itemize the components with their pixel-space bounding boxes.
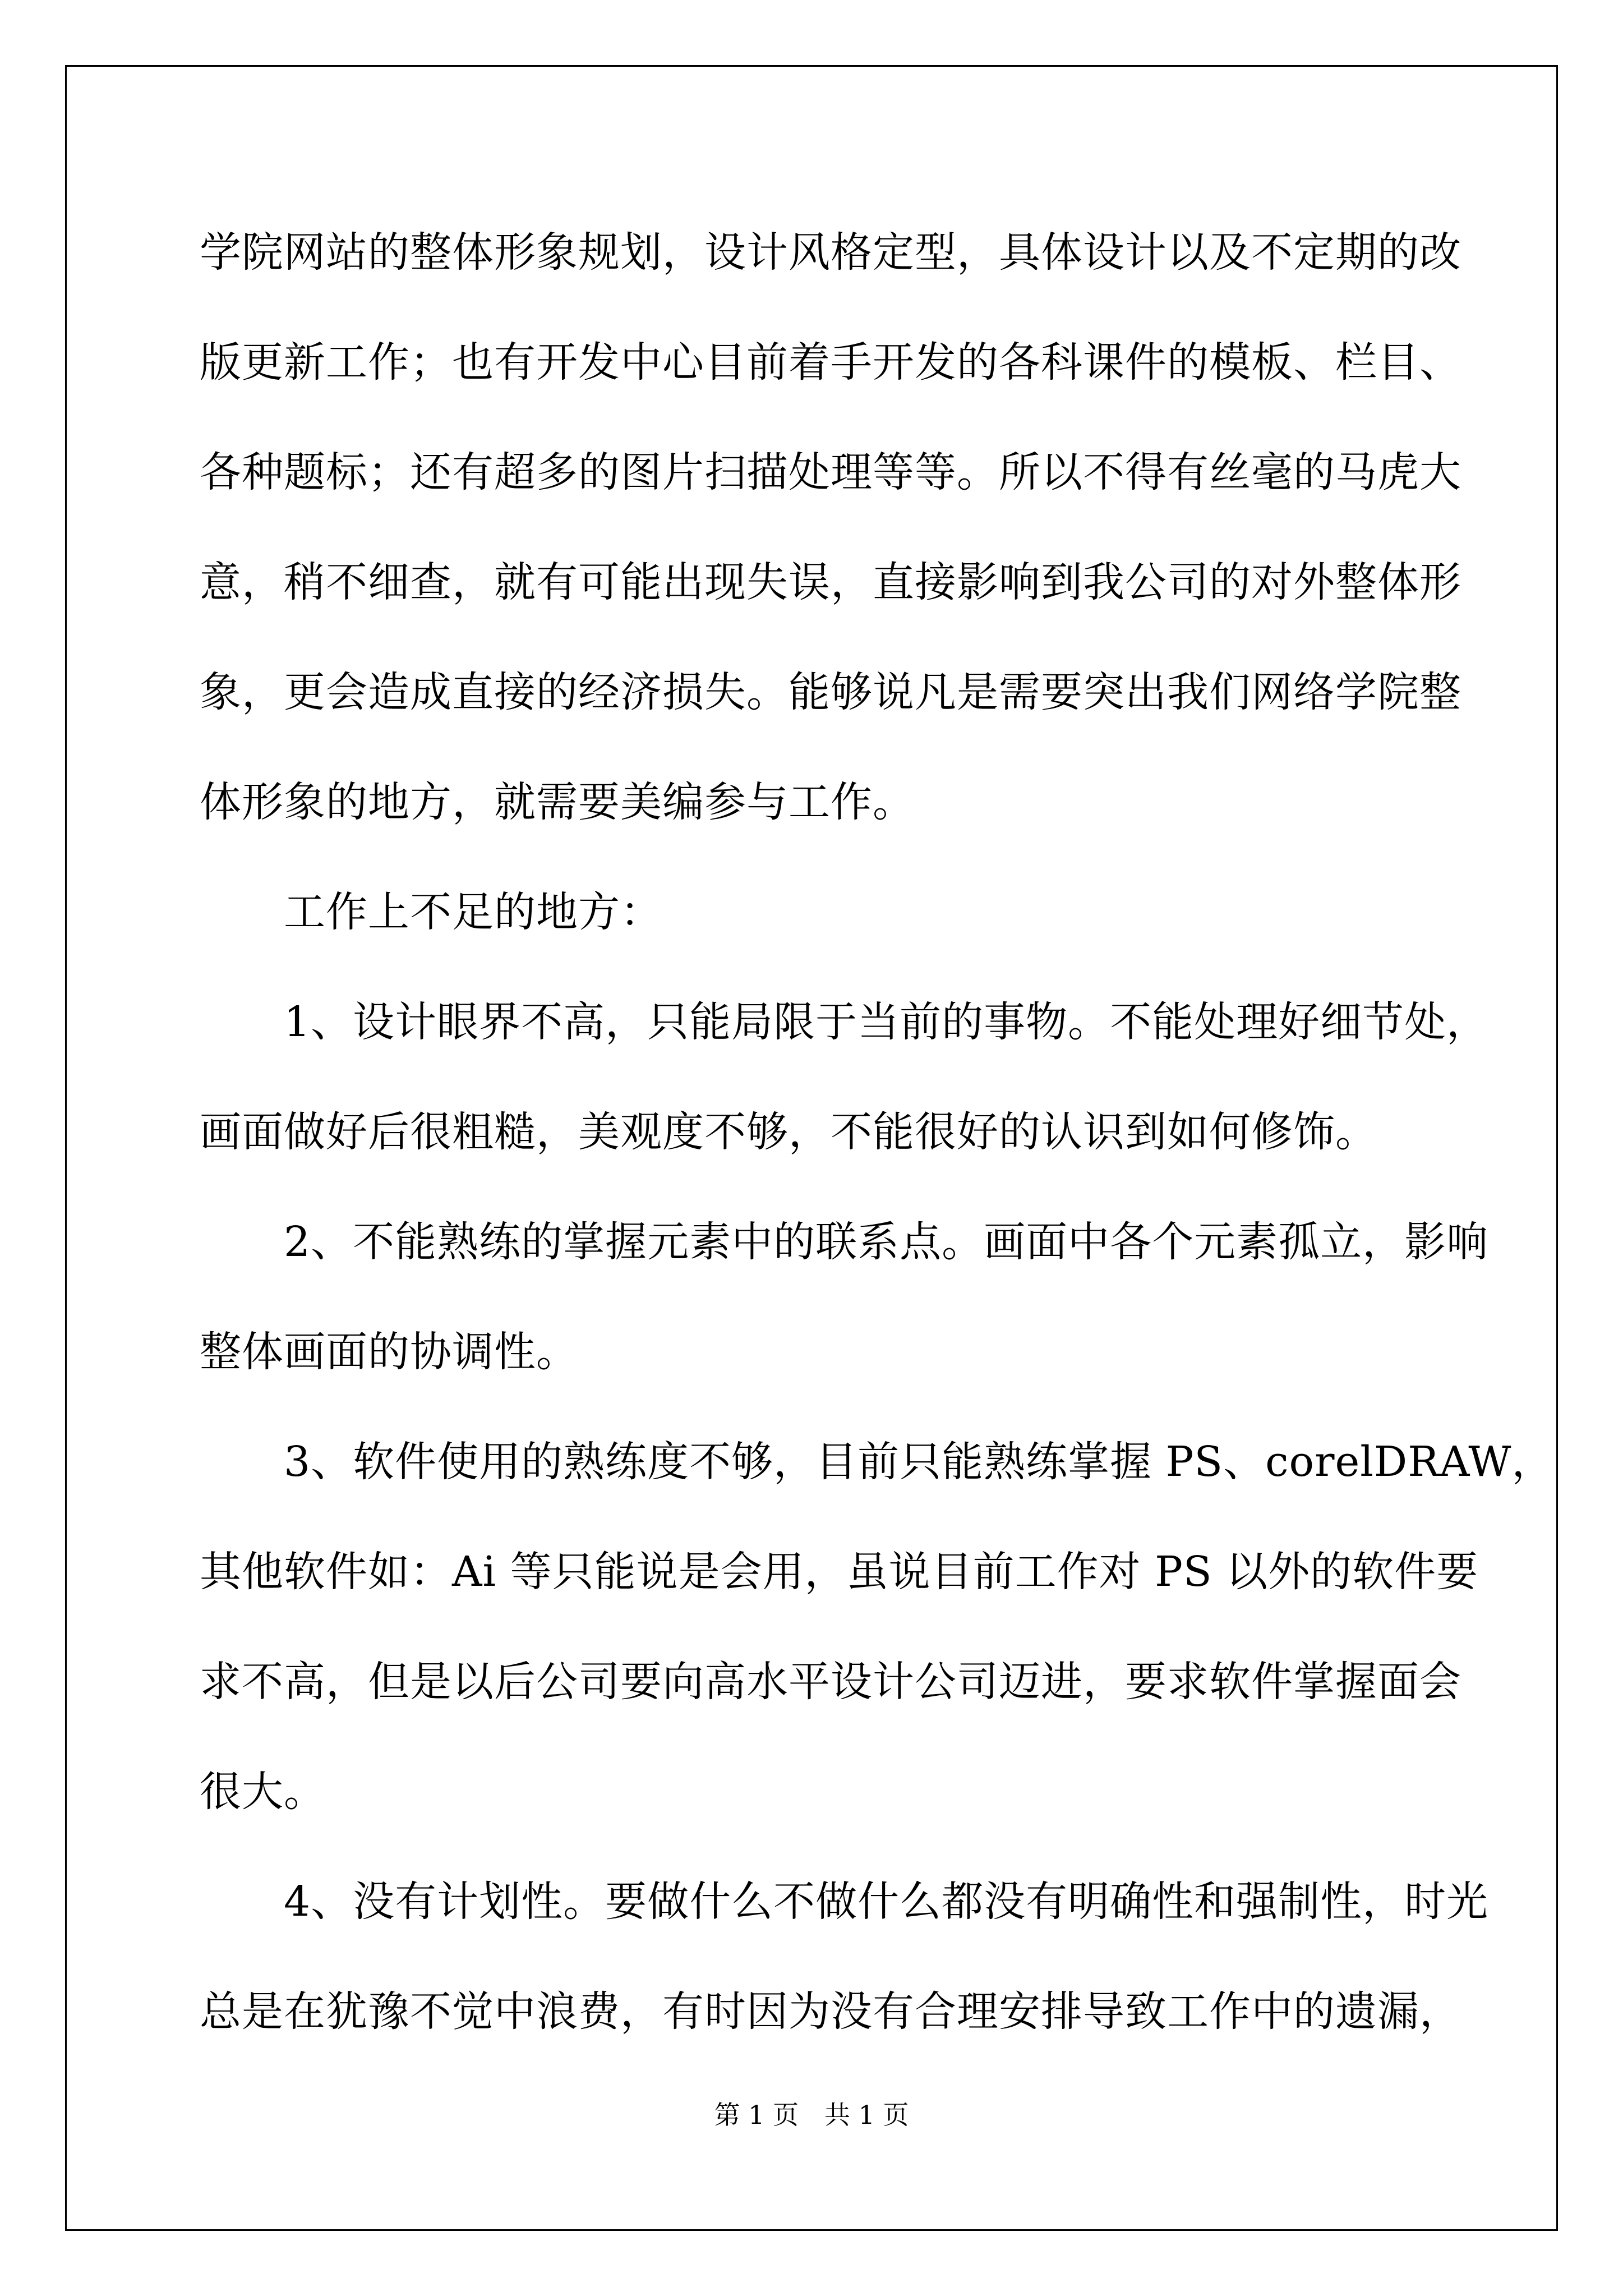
page-number-footer: 第 1 页 共 1 页 [714,2100,909,2130]
text-line: 各种题标；还有超多的图片扫描处理等等。所以不得有丝毫的马虎大 [200,448,1461,496]
list-item-3: 3、软件使用的熟练度不够，目前只能熟练掌握 PS、corelDRAW， [284,1438,1554,1486]
section-heading: 工作上不足的地方： [284,888,662,936]
text-line: 画面做好后很粗糙，美观度不够，不能很好的认识到如何修饰。 [200,1108,1377,1156]
text-line: 学院网站的整体形象规划，设计风格定型，具体设计以及不定期的改 [200,228,1461,277]
text-line: 求不高，但是以后公司要向高水平设计公司迈进，要求软件掌握面会 [200,1658,1461,1706]
text-line: 意，稍不细查，就有可能出现失误，直接影响到我公司的对外整体形 [200,558,1461,606]
text-line: 其他软件如：Ai 等只能说是会用，虽说目前工作对 PS 以外的软件要 [200,1548,1479,1596]
text-line: 整体画面的协调性。 [200,1328,578,1376]
text-line: 版更新工作；也有开发中心目前着手开发的各科课件的模板、栏目、 [200,338,1461,386]
list-item-2: 2、不能熟练的掌握元素中的联系点。画面中各个元素孤立，影响 [284,1218,1489,1266]
text-line: 总是在犹豫不觉中浪费，有时因为没有合理安排导致工作中的遗漏， [200,1987,1461,2036]
text-line: 象，更会造成直接的经济损失。能够说凡是需要突出我们网络学院整 [200,668,1461,716]
document-body [200,219,1554,2088]
list-item-4: 4、没有计划性。要做什么不做什么都没有明确性和强制性，时光 [284,1878,1489,1926]
list-item-1: 1、设计眼界不高，只能局限于当前的事物。不能处理好细节处， [284,998,1489,1046]
text-line: 很大。 [200,1768,326,1816]
text-line: 体形象的地方，就需要美编参与工作。 [200,778,915,826]
